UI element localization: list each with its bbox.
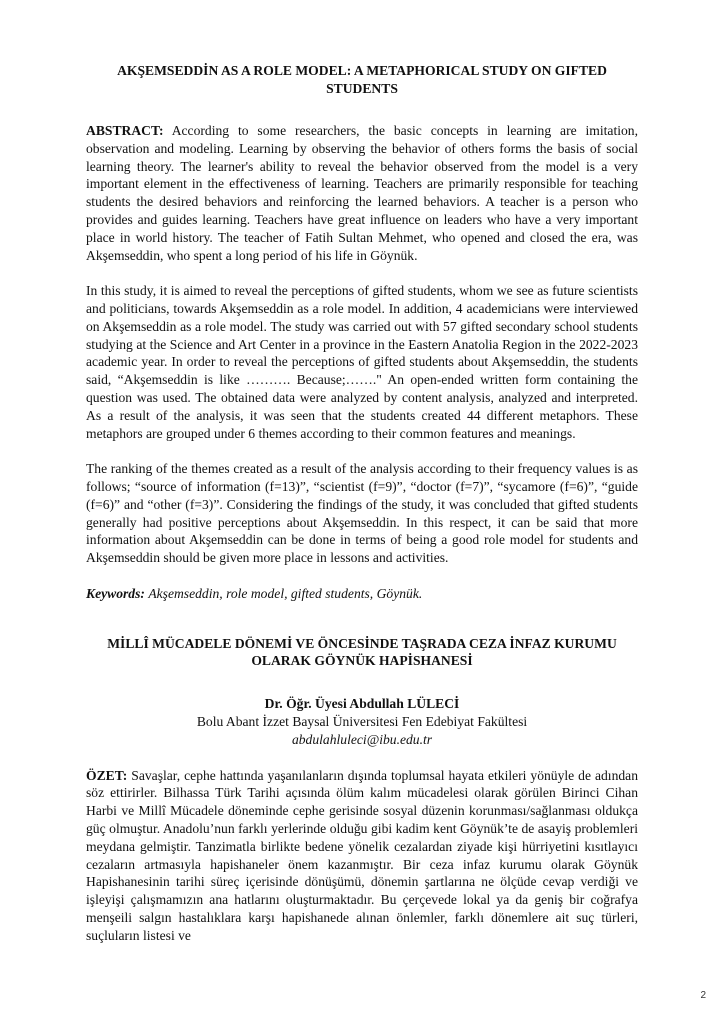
keywords-label: Keywords: [86,585,145,601]
page-content [86,62,638,944]
author-email: abdulahluleci@ibu.edu.tr [291,731,433,747]
keywords-text: Akşemseddin, role model, gifted students, Göynük. [148,585,423,601]
abstract-paragraph-1 [86,122,638,264]
keywords-line [86,585,638,603]
ozet-label: ÖZET: [86,767,128,783]
ozet-paragraph [86,767,638,945]
page-number: 2 [700,990,706,1001]
author-name: Dr. Öğr. Üyesi Abdullah LÜLECİ [264,695,460,711]
ozet-text: Savaşlar, cephe hattında yaşanılanların dışında toplumsal hayata etkileri yönüyle de adından söz ettirirler. Bilhassa Türk Tarihi açısında ölüm kalım mücadelesi olarak görülen Birinci Cihan Harbi ve Millî Mücadele döneminde cephe gerisinde sosyal düzenin korunması/sağlanması oldukça güç olmuştur. Anadolu’nun farklı yerlerinde olduğu gibi kadim kent Göynük’te de asayiş problemleri meydana gelmiştir. Tanzimatla birlikte bedene yönelik cezalardan ziyade kişi hürriyetini kısıtlayıcı cezaların artmasıyla hapishaneler önem kazanmıştır. Bir ceza infaz kurumu olarak Göynük Hapishanesinin tarihi süreç içerisinde dönüşümü, dönemin şartlarına ne ölçüde cevap verdiği ve işleyişi çalışmamızın ana hatlarını oluşturmaktadır. Bu çerçevede lokal ya da geniş bir coğrafya menşeili salgın hastalıklara karşı hapishanede alınan önlemler, farklı dönemlere ait suç türleri, suçluların listesi ve [86,767,638,943]
paper-title-1: AKŞEMSEDDİN AS A ROLE MODEL: A METAPHORICAL STUDY ON GIFTED STUDENTS [117,63,607,96]
abstract-paragraph-2: In this study, it is aimed to reveal the perceptions of gifted students, whom we see as future scientists and politicians, towards Akşemseddin as a role model. In addition, 4 academicians were interviewed on Akşemseddin as a role model. The study was carried out with 57 gifted secondary school students studying at the Science and Art Center in a province in the Eastern Anatolia Region in the 2022-2023 academic year. In order to reveal the perceptions of gifted students about Akşemseddin, the students said, “Akşemseddin is like ………. Because;……." An open-ended written form containing the question was used. The obtained data were analyzed by content analysis, analyzed and interpreted. As a result of the analysis, it was seen that the students created 44 different metaphors. These metaphors are grouped under 6 themes according to their common features and meanings. [86,283,638,441]
abstract-label: ABSTRACT: [86,123,164,138]
abstract-text-1: According to some researchers, the basic concepts in learning are imitation, observation and modeling. Learning by observing the behavior of others forms the basis of social learning theory. The learner's ability to reveal the behavior observed from the model is a very important element in the effectiveness of learning. Teachers are primarily responsible for teaching students the desired behaviors and reinforcing the learned behaviors. A teacher is a person who provides and guides learning. Teachers have great influence on leaders who have a very important place in world history. The teacher of Fatih Sultan Mehmet, who opened and closed the era, was Akşemseddin, who spent a long period of his life in Göynük. [86,123,638,263]
abstract-paragraph-3: The ranking of the themes created as a result of the analysis according to their frequency values is as follows; “source of information (f=13)”, “scientist (f=9)”, “doctor (f=7)”, “sycamore (f=6)”, “guide (f=6)” and “other (f=3)”. Considering the findings of the study, it was concluded that gifted students generally had positive perceptions about Akşemseddin. In this respect, it can be said that more information about Akşemseddin can be done in terms of being a good role model for students and Akşemseddin should be given more place in lessons and activities. [86,461,638,566]
paper-title-2: MİLLÎ MÜCADELE DÖNEMİ VE ÖNCESİNDE TAŞRADA CEZA İNFAZ KURUMU OLARAK GÖYNÜK HAPİSHANESİ [107,635,617,669]
author-affiliation: Bolu Abant İzzet Baysal Üniversitesi Fen Edebiyat Fakültesi [196,713,528,729]
author-block [86,695,638,749]
